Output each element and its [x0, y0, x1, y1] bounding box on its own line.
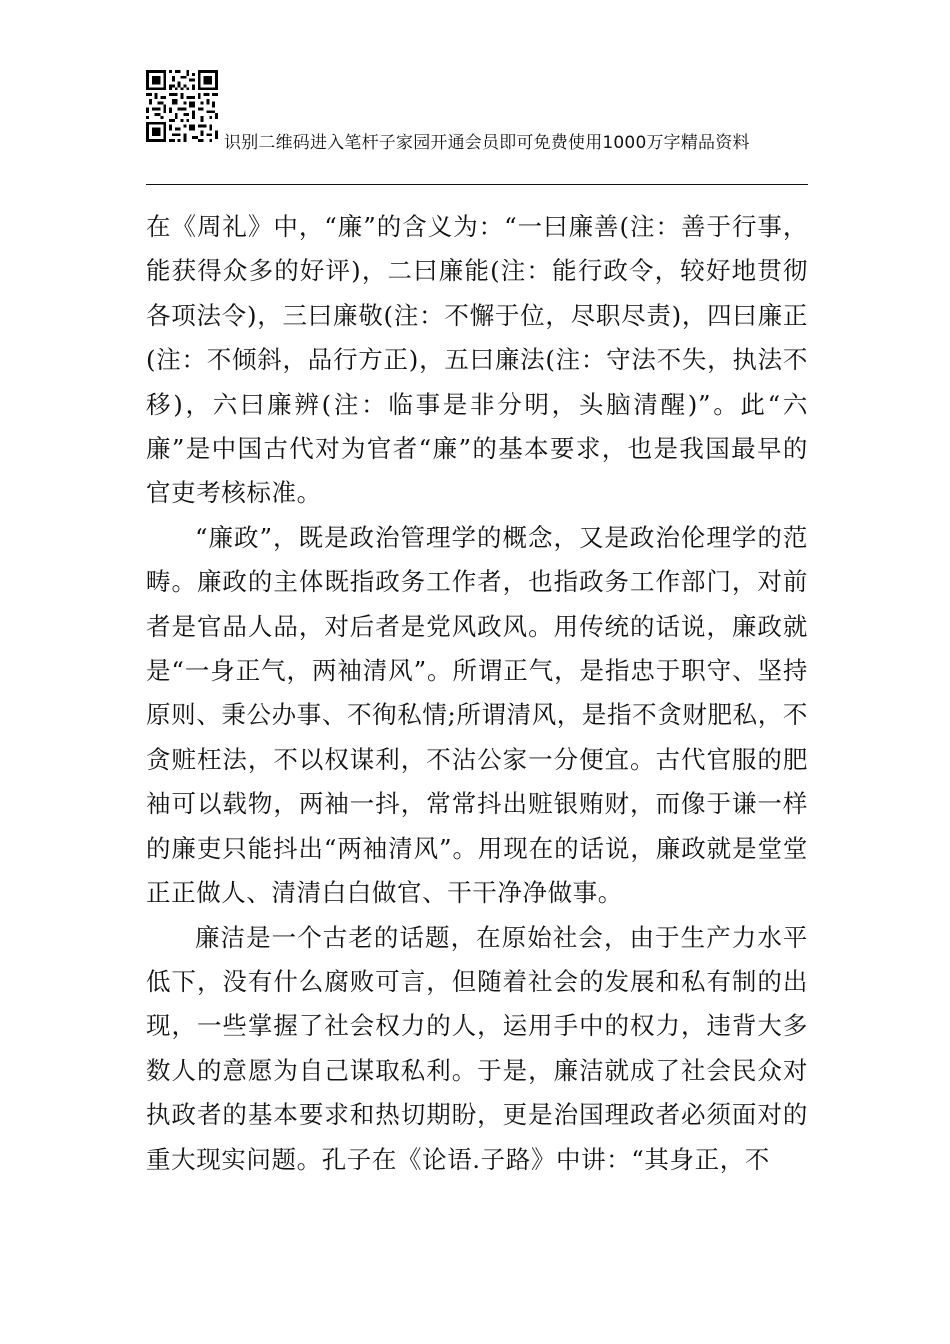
paragraph: “廉政”，既是政治管理学的概念，又是政治伦理学的范畴。廉政的主体既指政务工作者，也指政务工作部门，对前者是官品人品，对后者是党风政风。用传统的话说，廉政就是“一身正气，两袖清风”。所谓正气，是指忠于职守、坚持原则、秉公办事、不徇私情;所谓清风，是指不贪财肥私，不贪赃枉法，不以权谋利，不沾公家一分便宜。古代官服的肥袖可以载物，两袖一抖，常常抖出赃银贿财，而像于谦一样的廉吏只能抖出“两袖清风”。用现在的话说，廉政就是堂堂正正做人、清清白白做官、干干净净做事。 — [146, 522, 808, 908]
qr-code-icon[interactable] — [146, 70, 218, 142]
document-body — [146, 205, 808, 1182]
header-divider — [146, 184, 808, 185]
paragraph: 在《周礼》中，“廉”的含义为：“一曰廉善(注：善于行事，能获得众多的好评)，二曰廉能(注：能行政令，较好地贯彻各项法令)，三曰廉敬(注：不懈于位，尽职尽责)，四曰廉正(注：不倾斜，品行方正)，五曰廉法(注：守法不失，执法不移)，六曰廉辨(注：临事是非分明，头脑清醒)”。此“六廉”是中国古代对为官者“廉”的基本要求，也是我国最早的官吏考核标准。 — [146, 212, 808, 508]
promo-banner-text: 识别二维码进入笔杆子家园开通会员即可免费使用1000万字精品资料 — [224, 133, 750, 153]
page-header — [146, 70, 810, 153]
paragraph: 廉洁是一个古老的话题，在原始社会，由于生产力水平低下，没有什么腐败可言，但随着社会的发展和私有制的出现，一些掌握了社会权力的人，运用手中的权力，违背大多数人的意愿为自己谋取私利。于是，廉洁就成了社会民众对执政者的基本要求和热切期盼，更是治国理政者必须面对的重大现实问题。孔子在《论语.子路》中讲：“其身正，不 — [146, 922, 808, 1174]
